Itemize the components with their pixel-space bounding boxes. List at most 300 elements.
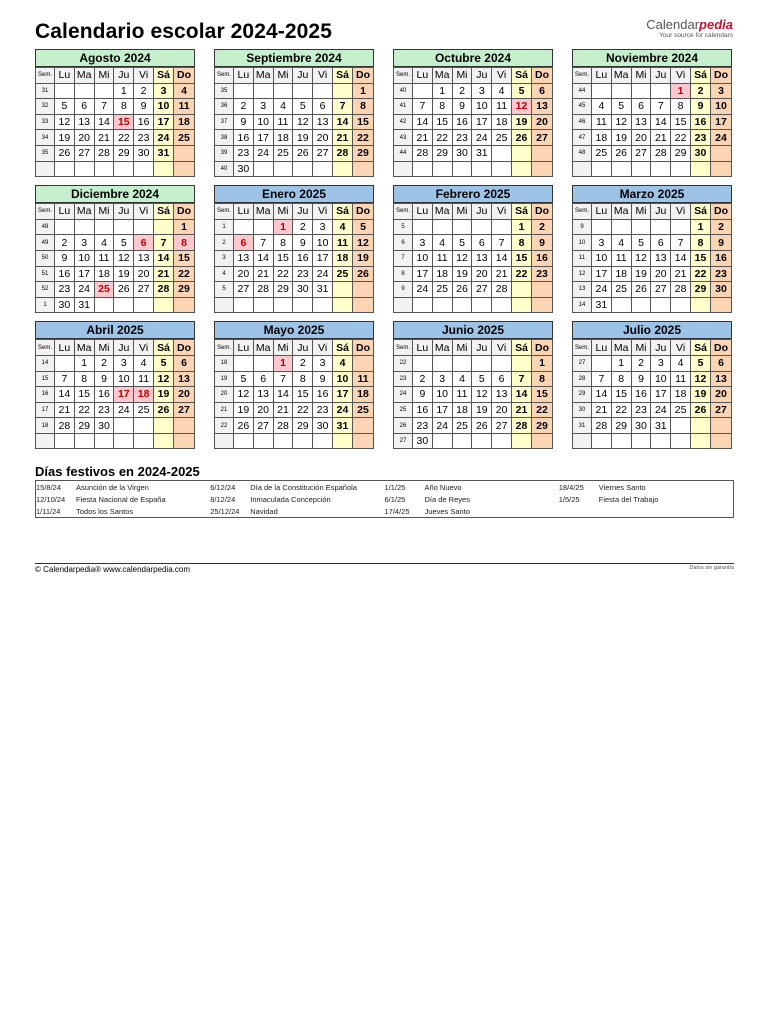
weekday-label: Ma — [74, 68, 94, 84]
day-cell: 23 — [94, 402, 114, 418]
empty-day-cell — [74, 161, 94, 177]
empty-day-cell — [492, 433, 512, 449]
empty-day-cell — [293, 297, 313, 313]
day-cell: 27 — [134, 282, 154, 298]
empty-day-cell — [273, 83, 293, 99]
week-number: 3 — [215, 250, 234, 266]
empty-day-cell — [472, 433, 492, 449]
empty-day-cell — [432, 297, 452, 313]
weekday-label: Do — [711, 204, 732, 220]
week-number: 46 — [573, 114, 592, 130]
week-label: Sem. — [215, 204, 234, 220]
day-cell: 28 — [273, 418, 293, 434]
day-cell: 10 — [413, 250, 433, 266]
weekday-label: Do — [353, 204, 374, 220]
week-number: 40 — [215, 161, 234, 177]
day-cell: 24 — [253, 145, 273, 161]
week-label: Sem. — [36, 204, 55, 220]
day-cell: 7 — [94, 99, 114, 115]
day-cell: 16 — [293, 250, 313, 266]
holiday-date: 6/1/25 — [384, 495, 406, 504]
day-cell: 29 — [353, 145, 374, 161]
day-cell: 23 — [532, 266, 553, 282]
day-cell: 22 — [74, 402, 94, 418]
week-row — [215, 433, 374, 449]
weekday-label: Ju — [651, 340, 671, 356]
empty-day-cell — [94, 161, 114, 177]
week-number: 16 — [36, 387, 55, 403]
week-row — [36, 114, 195, 130]
week-row — [36, 250, 195, 266]
holiday-entry — [385, 494, 559, 506]
week-number: 31 — [573, 418, 592, 434]
empty-day-cell — [651, 297, 671, 313]
week-row — [573, 219, 732, 235]
empty-day-cell — [353, 297, 374, 313]
weekday-label: Lu — [234, 340, 254, 356]
week-row — [394, 266, 553, 282]
week-row — [36, 371, 195, 387]
week-number: 34 — [36, 130, 55, 146]
day-cell: 8 — [273, 235, 293, 251]
week-number: 30 — [573, 402, 592, 418]
weekday-header-row — [215, 68, 374, 84]
day-cell: 2 — [711, 219, 732, 235]
week-number: 14 — [36, 355, 55, 371]
day-cell: 1 — [74, 355, 94, 371]
month-block — [572, 321, 732, 449]
day-cell: 18 — [492, 114, 512, 130]
page-title: Calendario escolar 2024-2025 — [35, 20, 332, 43]
day-cell: 30 — [413, 433, 433, 449]
day-cell: 21 — [154, 266, 174, 282]
day-cell: 28 — [492, 282, 512, 298]
empty-day-cell — [353, 418, 374, 434]
week-row — [573, 266, 732, 282]
day-cell: 28 — [512, 418, 532, 434]
day-cell: 29 — [691, 282, 711, 298]
day-cell: 16 — [55, 266, 75, 282]
weekday-label: Ma — [253, 68, 273, 84]
day-cell: 9 — [452, 99, 472, 115]
day-cell: 16 — [313, 387, 333, 403]
week-number: 11 — [573, 250, 592, 266]
day-cell: 12 — [114, 250, 134, 266]
month-block — [572, 185, 732, 313]
empty-day-cell — [711, 418, 732, 434]
empty-day-cell — [174, 433, 195, 449]
empty-day-cell — [154, 433, 174, 449]
day-cell: 24 — [711, 130, 732, 146]
empty-day-cell — [492, 355, 512, 371]
empty-day-cell — [592, 83, 612, 99]
day-cell: 30 — [134, 145, 154, 161]
holiday-name: Asunción de la Virgen — [76, 483, 149, 492]
day-cell: 8 — [74, 371, 94, 387]
week-number: 33 — [36, 114, 55, 130]
day-cell: 13 — [472, 250, 492, 266]
month-block — [35, 49, 195, 177]
day-cell: 17 — [592, 266, 612, 282]
empty-day-cell — [134, 433, 154, 449]
weekday-label: Ju — [472, 340, 492, 356]
weekday-label: Sá — [154, 204, 174, 220]
day-cell: 6 — [532, 83, 553, 99]
day-cell: 9 — [234, 114, 254, 130]
day-cell: 21 — [94, 130, 114, 146]
holiday-date: 1/1/25 — [384, 483, 406, 492]
day-cell: 28 — [94, 145, 114, 161]
weekday-label: Mi — [452, 204, 472, 220]
week-label: Sem. — [394, 204, 413, 220]
day-cell: 3 — [432, 371, 452, 387]
weekday-label: Do — [174, 340, 195, 356]
day-cell: 30 — [691, 145, 711, 161]
weekday-label: Lu — [592, 68, 612, 84]
day-cell: 21 — [592, 402, 612, 418]
week-label: Sem. — [394, 68, 413, 84]
day-cell: 31 — [313, 282, 333, 298]
day-cell: 8 — [293, 371, 313, 387]
empty-day-cell — [253, 355, 273, 371]
holiday-entry — [36, 494, 210, 506]
day-cell: 25 — [94, 282, 114, 298]
holidays-list — [35, 480, 734, 518]
month-block — [393, 49, 553, 177]
day-cell: 5 — [452, 235, 472, 251]
empty-day-cell — [174, 418, 195, 434]
weekday-label: Ma — [611, 68, 631, 84]
month-table — [393, 339, 553, 449]
empty-day-cell — [55, 83, 75, 99]
month-table — [214, 203, 374, 313]
day-cell: 22 — [273, 266, 293, 282]
weekday-label: Ma — [253, 340, 273, 356]
day-cell: 18 — [452, 402, 472, 418]
day-cell: 5 — [472, 371, 492, 387]
holiday-name: Día de Reyes — [424, 495, 470, 504]
day-cell: 26 — [353, 266, 374, 282]
day-cell: 5 — [512, 83, 532, 99]
week-row — [215, 114, 374, 130]
empty-day-cell — [234, 83, 254, 99]
empty-day-cell — [154, 297, 174, 313]
day-cell: 4 — [333, 355, 353, 371]
day-cell: 26 — [293, 145, 313, 161]
weekday-header-row — [215, 204, 374, 220]
week-number: 21 — [215, 402, 234, 418]
day-cell: 29 — [671, 145, 691, 161]
week-row — [573, 130, 732, 146]
day-cell: 2 — [134, 83, 154, 99]
empty-day-cell — [333, 83, 353, 99]
calendarpedia-logo[interactable] — [646, 18, 733, 40]
empty-day-cell — [691, 433, 711, 449]
weekday-label: Do — [174, 204, 195, 220]
week-row — [573, 161, 732, 177]
day-cell: 28 — [651, 145, 671, 161]
week-row — [394, 145, 553, 161]
day-cell: 31 — [592, 297, 612, 313]
day-cell: 28 — [253, 282, 273, 298]
week-row — [215, 83, 374, 99]
day-cell: 7 — [413, 99, 433, 115]
day-cell: 11 — [353, 371, 374, 387]
empty-day-cell — [253, 219, 273, 235]
empty-day-cell — [273, 297, 293, 313]
week-row — [573, 235, 732, 251]
week-number: 36 — [215, 99, 234, 115]
day-cell: 3 — [592, 235, 612, 251]
empty-day-cell — [313, 433, 333, 449]
day-cell: 23 — [452, 130, 472, 146]
week-row — [394, 282, 553, 298]
holiday-date: 15/8/24 — [36, 483, 62, 492]
empty-day-cell — [174, 145, 195, 161]
holiday-name: Año Nuevo — [424, 483, 462, 492]
day-cell: 21 — [413, 130, 433, 146]
month-header: Enero 2025 — [214, 185, 374, 203]
empty-day-cell — [452, 297, 472, 313]
week-number — [573, 161, 592, 177]
day-cell: 23 — [293, 266, 313, 282]
day-cell: 19 — [114, 266, 134, 282]
holiday-name: Navidad — [250, 507, 278, 516]
day-cell: 16 — [711, 250, 732, 266]
day-cell: 15 — [432, 114, 452, 130]
day-cell: 21 — [273, 402, 293, 418]
day-cell: 10 — [74, 250, 94, 266]
weekday-label: Vi — [134, 340, 154, 356]
day-cell: 1 — [691, 219, 711, 235]
day-cell: 14 — [154, 250, 174, 266]
day-cell: 31 — [472, 145, 492, 161]
week-row — [215, 387, 374, 403]
day-cell: 27 — [532, 130, 553, 146]
weekday-label: Ju — [114, 68, 134, 84]
day-cell: 13 — [711, 371, 732, 387]
holiday-date: 18/4/25 — [558, 483, 584, 492]
empty-day-cell — [512, 297, 532, 313]
empty-day-cell — [234, 219, 254, 235]
week-row — [215, 99, 374, 115]
empty-day-cell — [413, 219, 433, 235]
day-cell: 25 — [592, 145, 612, 161]
week-row — [573, 250, 732, 266]
day-cell: 24 — [74, 282, 94, 298]
day-cell: 25 — [174, 130, 195, 146]
holiday-name: Jueves Santo — [424, 507, 470, 516]
week-row — [573, 418, 732, 434]
day-cell: 10 — [711, 99, 732, 115]
day-cell: 26 — [472, 418, 492, 434]
day-cell: 5 — [631, 235, 651, 251]
empty-day-cell — [651, 161, 671, 177]
day-cell: 31 — [651, 418, 671, 434]
day-cell: 6 — [74, 99, 94, 115]
weekday-label: Ma — [611, 204, 631, 220]
weekday-label: Mi — [273, 68, 293, 84]
month-header: Agosto 2024 — [35, 49, 195, 67]
week-row — [573, 83, 732, 99]
empty-day-cell — [94, 219, 114, 235]
week-number — [573, 433, 592, 449]
day-cell: 29 — [532, 418, 553, 434]
day-cell: 7 — [512, 371, 532, 387]
empty-day-cell — [631, 433, 651, 449]
empty-day-cell — [592, 219, 612, 235]
day-cell: 1 — [671, 83, 691, 99]
day-cell: 2 — [532, 219, 553, 235]
month-block — [214, 321, 374, 449]
week-row — [36, 387, 195, 403]
month-header: Febrero 2025 — [393, 185, 553, 203]
empty-day-cell — [592, 433, 612, 449]
weekday-label: Do — [532, 68, 553, 84]
day-cell: 30 — [293, 282, 313, 298]
weekday-label: Lu — [55, 204, 75, 220]
week-row — [394, 433, 553, 449]
day-cell: 23 — [55, 282, 75, 298]
weekday-header-row — [394, 68, 553, 84]
holiday-name: Día de la Constitución Española — [250, 483, 357, 492]
week-number: 17 — [36, 402, 55, 418]
empty-day-cell — [532, 282, 553, 298]
day-cell: 24 — [472, 130, 492, 146]
empty-day-cell — [611, 83, 631, 99]
empty-day-cell — [611, 297, 631, 313]
empty-day-cell — [55, 433, 75, 449]
holiday-date: 1/11/24 — [36, 507, 61, 516]
weekday-label: Sá — [691, 340, 711, 356]
day-cell: 17 — [253, 130, 273, 146]
week-row — [36, 130, 195, 146]
week-row — [215, 250, 374, 266]
week-number: 15 — [36, 371, 55, 387]
week-number: 38 — [215, 130, 234, 146]
week-row — [394, 387, 553, 403]
month-table — [35, 203, 195, 313]
month-block — [214, 185, 374, 313]
empty-day-cell — [55, 355, 75, 371]
day-cell: 30 — [55, 297, 75, 313]
week-number: 48 — [573, 145, 592, 161]
weekday-label: Sá — [691, 68, 711, 84]
week-number: 14 — [573, 297, 592, 313]
day-cell: 22 — [671, 130, 691, 146]
day-cell: 14 — [55, 387, 75, 403]
weekday-header-row — [36, 68, 195, 84]
weekday-label: Vi — [492, 68, 512, 84]
weekday-label: Ju — [293, 340, 313, 356]
week-number — [394, 297, 413, 313]
week-row — [215, 282, 374, 298]
day-cell: 5 — [234, 371, 254, 387]
day-cell: 12 — [512, 99, 532, 115]
day-cell: 17 — [333, 387, 353, 403]
day-cell: 26 — [234, 418, 254, 434]
day-cell: 24 — [592, 282, 612, 298]
month-table — [393, 67, 553, 177]
day-cell: 24 — [154, 130, 174, 146]
empty-day-cell — [532, 145, 553, 161]
day-cell: 17 — [154, 114, 174, 130]
day-cell: 3 — [711, 83, 732, 99]
week-label: Sem. — [573, 204, 592, 220]
day-cell: 10 — [114, 371, 134, 387]
day-cell: 30 — [452, 145, 472, 161]
day-cell: 22 — [432, 130, 452, 146]
month-table — [572, 203, 732, 313]
empty-day-cell — [134, 219, 154, 235]
day-cell: 18 — [94, 266, 114, 282]
week-number: 27 — [394, 433, 413, 449]
day-cell: 10 — [333, 371, 353, 387]
empty-day-cell — [114, 219, 134, 235]
holiday-date: 12/10/24 — [36, 495, 66, 504]
weekday-label: Ju — [472, 204, 492, 220]
weekday-label: Do — [532, 340, 553, 356]
empty-day-cell — [452, 219, 472, 235]
holiday-entry — [210, 506, 384, 518]
holiday-name: Fiesta Nacional de España — [76, 495, 166, 504]
week-row — [36, 99, 195, 115]
empty-day-cell — [432, 161, 452, 177]
day-cell: 12 — [234, 387, 254, 403]
day-cell: 18 — [353, 387, 374, 403]
holiday-entry — [559, 494, 733, 506]
week-row — [394, 219, 553, 235]
day-cell: 30 — [711, 282, 732, 298]
empty-day-cell — [492, 161, 512, 177]
month-block — [35, 321, 195, 449]
day-cell: 22 — [174, 266, 195, 282]
day-cell: 20 — [234, 266, 254, 282]
day-cell: 4 — [273, 99, 293, 115]
day-cell: 27 — [631, 145, 651, 161]
day-cell: 18 — [432, 266, 452, 282]
week-number — [394, 161, 413, 177]
day-cell: 7 — [651, 99, 671, 115]
day-cell: 15 — [512, 250, 532, 266]
day-cell: 16 — [94, 387, 114, 403]
empty-day-cell — [532, 433, 553, 449]
day-cell: 4 — [671, 355, 691, 371]
empty-day-cell — [432, 219, 452, 235]
day-cell: 22 — [293, 402, 313, 418]
weekday-label: Mi — [94, 68, 114, 84]
weekday-label: Ju — [651, 68, 671, 84]
day-cell: 25 — [273, 145, 293, 161]
weekday-label: Sá — [333, 340, 353, 356]
week-label: Sem. — [215, 340, 234, 356]
empty-day-cell — [512, 355, 532, 371]
weekday-label: Do — [711, 68, 732, 84]
day-cell: 19 — [631, 266, 651, 282]
day-cell: 15 — [273, 250, 293, 266]
week-number: 20 — [215, 387, 234, 403]
day-cell: 13 — [631, 114, 651, 130]
day-cell: 24 — [432, 418, 452, 434]
day-cell: 11 — [492, 99, 512, 115]
week-number — [36, 433, 55, 449]
weekday-label: Sá — [512, 340, 532, 356]
empty-day-cell — [94, 83, 114, 99]
day-cell: 20 — [472, 266, 492, 282]
week-label: Sem. — [394, 340, 413, 356]
weekday-label: Ju — [293, 68, 313, 84]
week-number: 9 — [573, 219, 592, 235]
